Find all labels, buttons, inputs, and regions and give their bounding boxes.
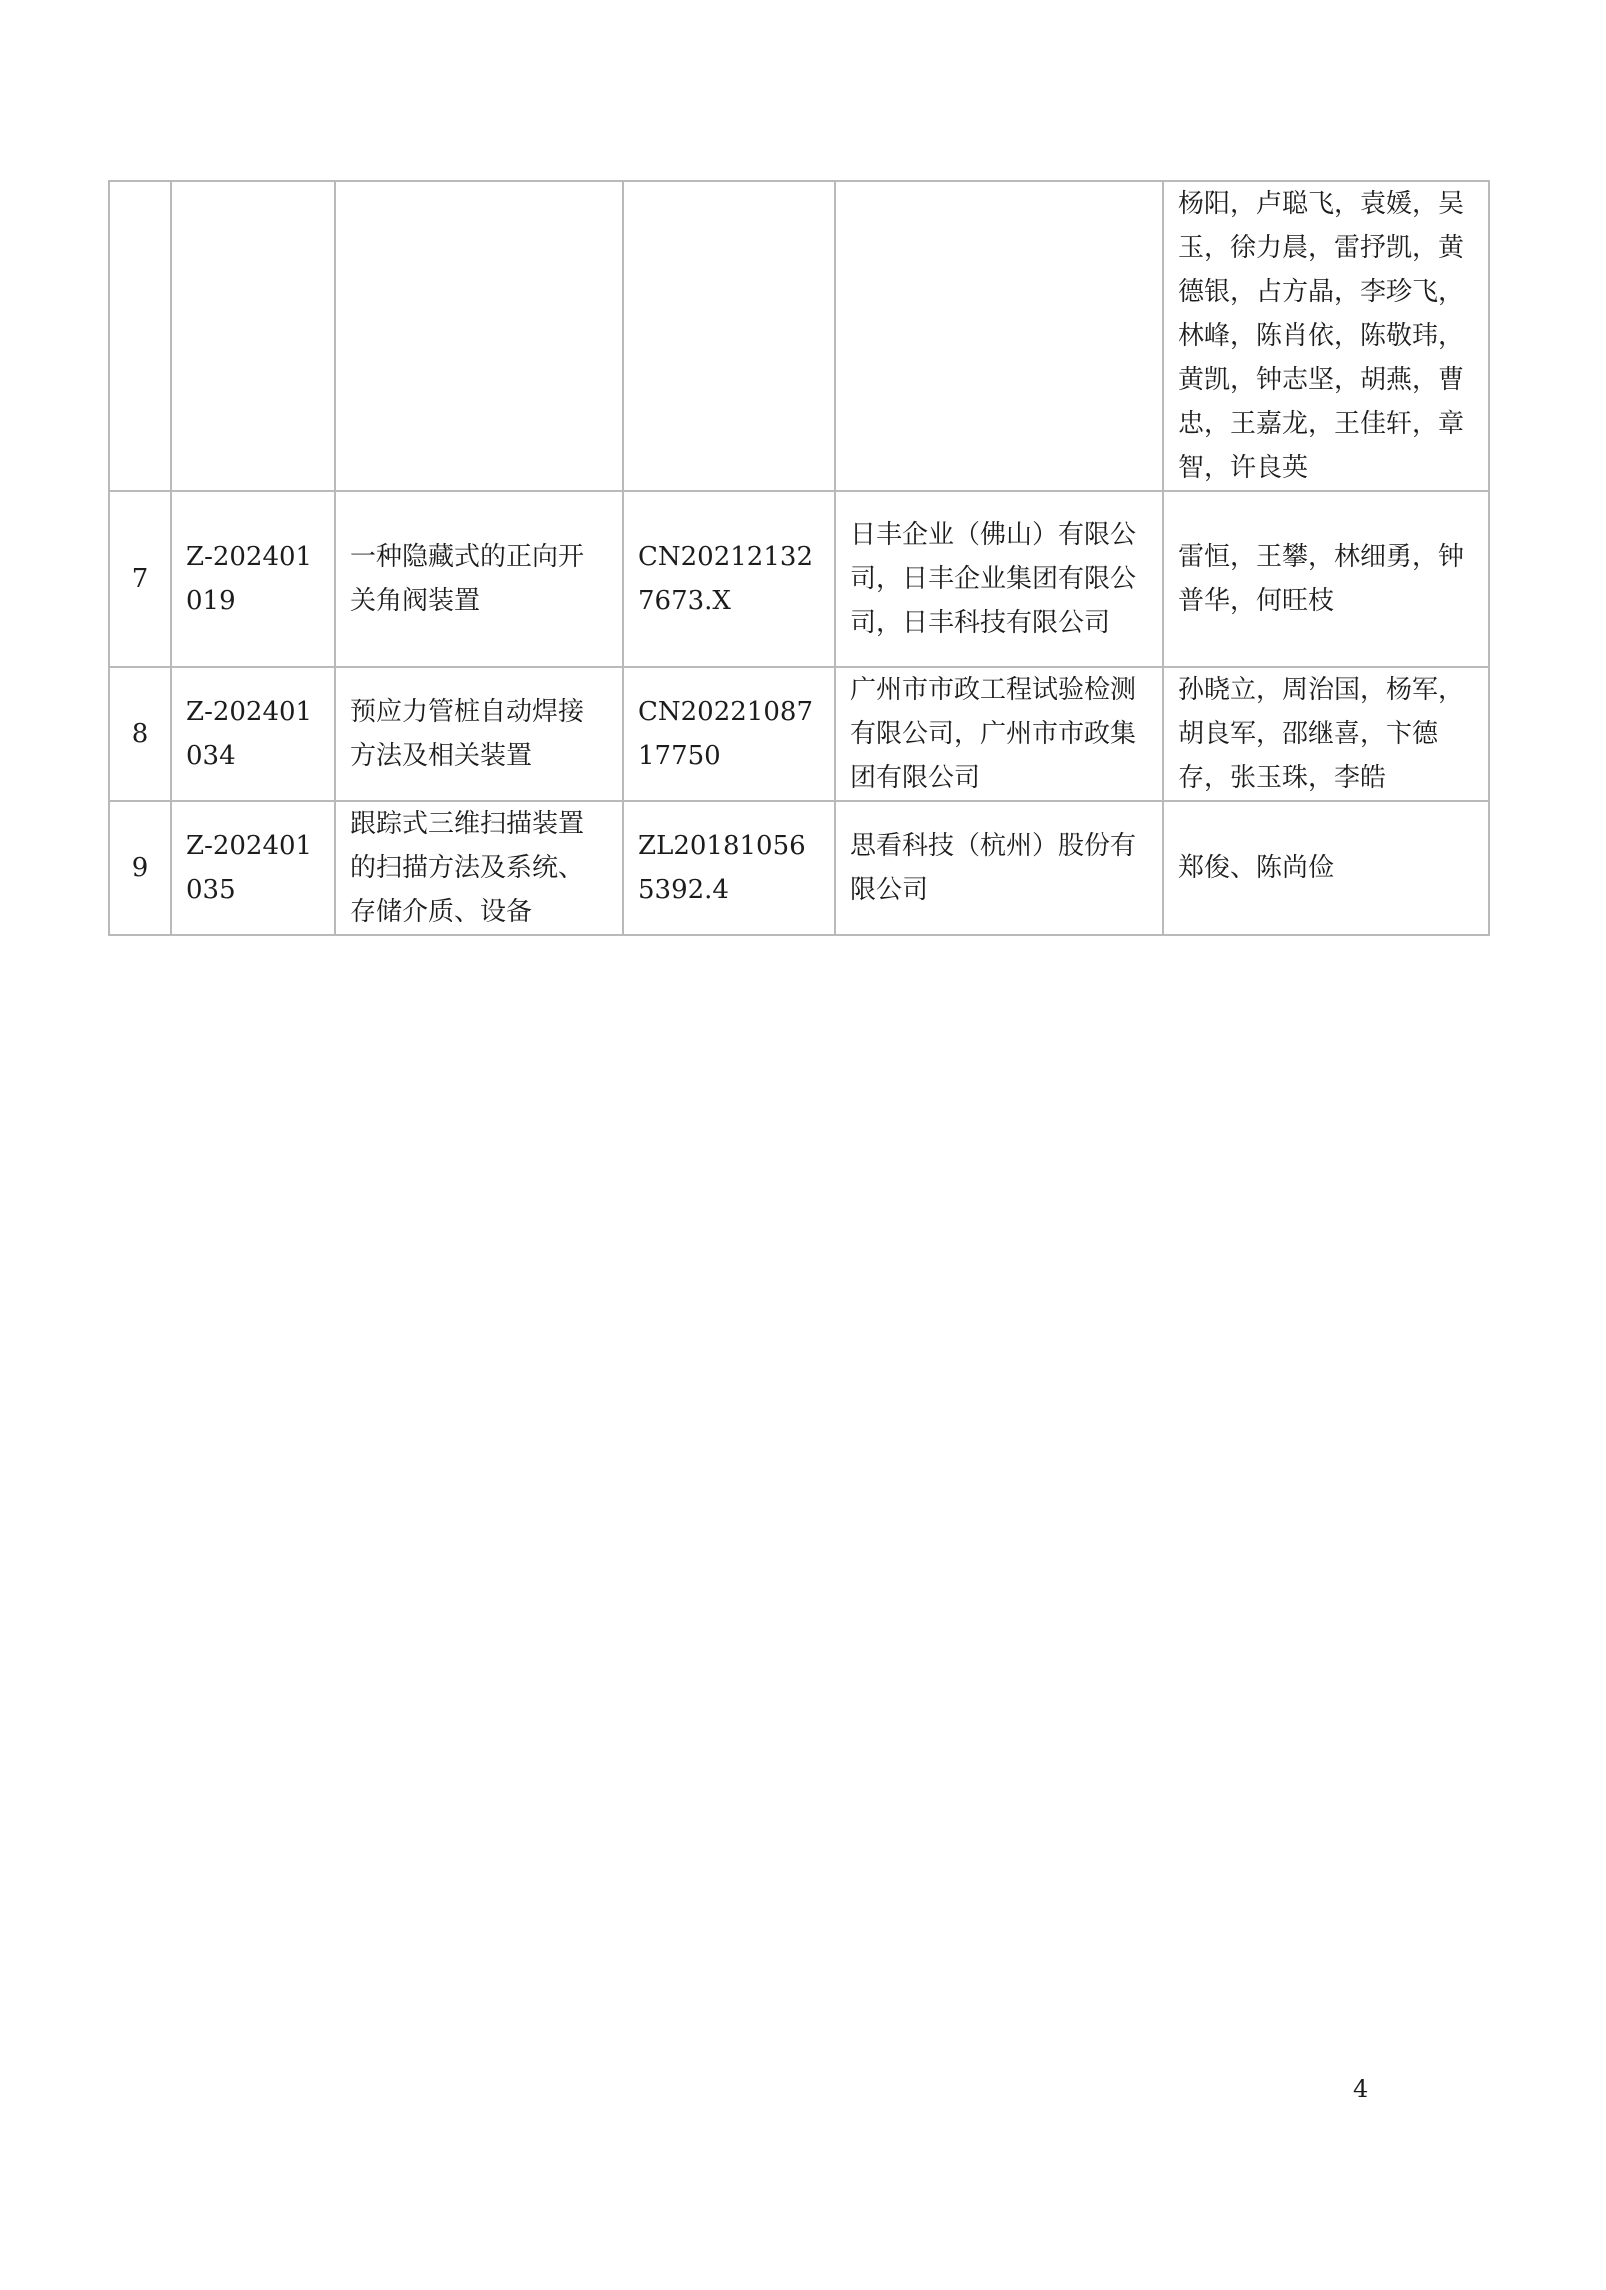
row-number [109, 181, 171, 491]
patent-title [335, 181, 623, 491]
patent-holder [835, 181, 1163, 491]
patent-number: CN2022108717750 [623, 667, 835, 801]
inventors: 雷恒，王攀，林细勇，钟普华，何旺枝 [1163, 491, 1489, 667]
row-number: 8 [109, 667, 171, 801]
project-code: Z-202401019 [171, 491, 335, 667]
table-row [109, 667, 1489, 801]
patent-title: 跟踪式三维扫描装置的扫描方法及系统、存储介质、设备 [335, 801, 623, 935]
project-code: Z-202401034 [171, 667, 335, 801]
patent-number [623, 181, 835, 491]
project-code [171, 181, 335, 491]
inventors: 孙晓立，周治国，杨军，胡良军，邵继喜，卞德存，张玉珠，李皓 [1163, 667, 1489, 801]
row-number: 7 [109, 491, 171, 667]
patent-holder: 日丰企业（佛山）有限公司，日丰企业集团有限公司，日丰科技有限公司 [835, 491, 1163, 667]
award-table [108, 180, 1490, 936]
patent-title: 一种隐藏式的正向开关角阀装置 [335, 491, 623, 667]
table-row [109, 181, 1489, 491]
table-row [109, 491, 1489, 667]
patent-title: 预应力管桩自动焊接方法及相关装置 [335, 667, 623, 801]
inventors: 杨阳，卢聪飞，袁媛，吴玉，徐力晨，雷抒凯，黄德银，占方晶，李珍飞，林峰，陈肖依，陈敬玮，黄凯，钟志坚，胡燕，曹忠，王嘉龙，王佳轩，章智，许良英 [1163, 181, 1489, 491]
patent-holder: 思看科技（杭州）股份有限公司 [835, 801, 1163, 935]
inventors: 郑俊、陈尚俭 [1163, 801, 1489, 935]
patent-number: CN202121327673.X [623, 491, 835, 667]
row-number: 9 [109, 801, 171, 935]
project-code: Z-202401035 [171, 801, 335, 935]
patent-holder: 广州市市政工程试验检测有限公司，广州市市政集团有限公司 [835, 667, 1163, 801]
page-number: 4 [1353, 2075, 1369, 2103]
patent-number: ZL201810565392.4 [623, 801, 835, 935]
table-row [109, 801, 1489, 935]
